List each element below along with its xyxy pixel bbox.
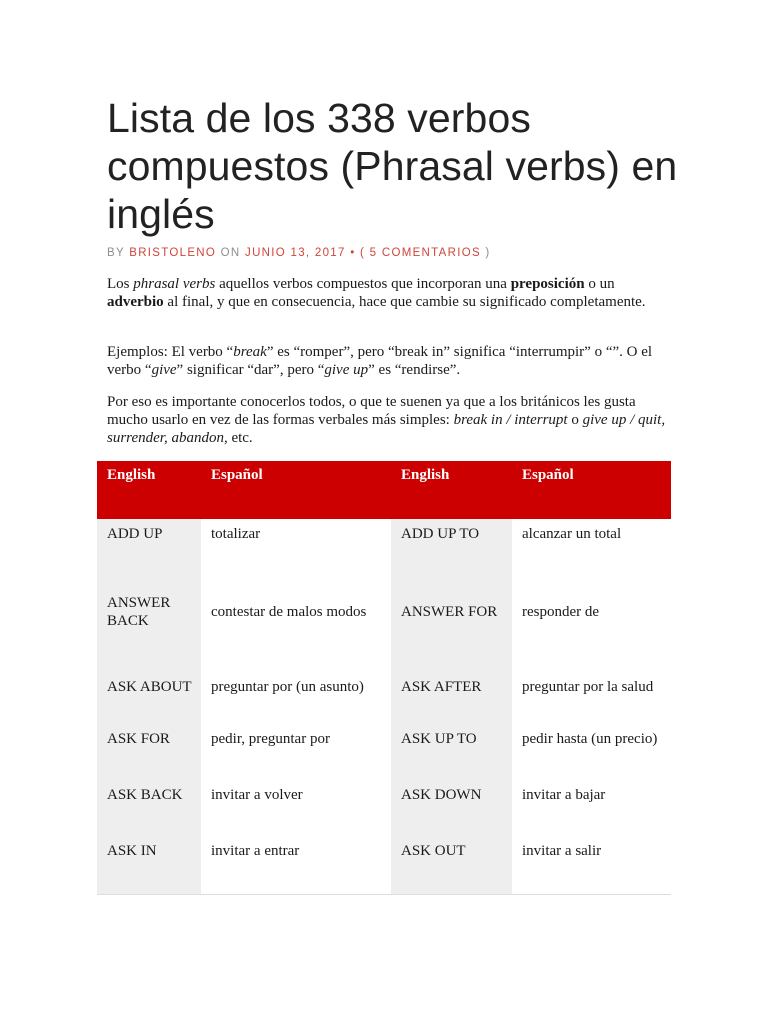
text-run-italic: give up / quit, surrender, abandon (107, 412, 666, 446)
english-cell: ANSWER BACK (97, 575, 201, 649)
text-run: ” es “rendirse”. (368, 362, 461, 378)
text-run: ” es “romper”, pero “break in” significa “interrumpir” o “”. O el verbo “ (107, 344, 653, 378)
spanish-cell: invitar a bajar (512, 780, 671, 836)
meta-paren-open: ( (360, 247, 366, 259)
spanish-cell: invitar a volver (201, 780, 391, 836)
meta-paren-close: ) (485, 247, 491, 259)
english-cell: ASK DOWN (391, 780, 512, 836)
importance-paragraph (107, 393, 667, 447)
spanish-cell: responder de (512, 575, 671, 649)
english-cell: ASK FOR (97, 724, 201, 780)
english-cell: ASK ABOUT (97, 649, 201, 724)
spanish-cell: preguntar por la salud (512, 649, 671, 724)
spanish-cell: contestar de malos modos (201, 575, 391, 649)
english-cell: ASK BACK (97, 780, 201, 836)
text-run: Ejemplos: El verbo “ (107, 344, 234, 360)
phrasal-verbs-table (97, 461, 671, 895)
text-run: o un (584, 276, 615, 292)
spanish-cell: preguntar por (un asunto) (201, 649, 391, 724)
spanish-cell: invitar a entrar (201, 836, 391, 894)
text-run-italic: break in / interrupt (453, 412, 568, 428)
english-cell: ADD UP TO (391, 519, 512, 575)
table-row (97, 519, 671, 575)
table-row (97, 780, 671, 836)
english-cell: ASK IN (97, 836, 201, 894)
header-english-1: English (97, 461, 201, 519)
spanish-cell: invitar a salir (512, 836, 671, 894)
english-cell: ANSWER FOR (391, 575, 512, 649)
english-cell: ASK AFTER (391, 649, 512, 724)
text-run: Por eso es importante conocerlos todos, o que te suenen ya que a los británicos les gusta mucho usarlo en vez de las formas verbales más simples: (107, 394, 636, 428)
header-english-2: English (391, 461, 512, 519)
text-run-italic: break (233, 344, 267, 360)
table-row (97, 575, 671, 649)
text-run-italic: give (151, 362, 177, 378)
text-run-italic: give up (324, 362, 369, 378)
english-cell: ASK UP TO (391, 724, 512, 780)
table-row (97, 724, 671, 780)
examples-paragraph (107, 343, 667, 379)
table-header-row (97, 461, 671, 519)
meta-bullet: • (350, 247, 356, 259)
comments-link[interactable]: 5 COMENTARIOS (369, 247, 481, 259)
text-run: Los (107, 276, 134, 292)
text-run-italic: phrasal verbs (133, 276, 216, 292)
date-link[interactable]: JUNIO 13, 2017 (245, 247, 346, 259)
text-run: ” significar “dar”, pero “ (176, 362, 325, 378)
text-run: o (567, 412, 583, 428)
text-run: al final, y que en consecuencia, hace que cambie su significado completamente. (163, 294, 646, 310)
spanish-cell: pedir, preguntar por (201, 724, 391, 780)
intro-paragraph (107, 275, 667, 311)
article-meta (107, 247, 491, 259)
text-run: , etc. (223, 430, 253, 446)
meta-on: ON (220, 247, 241, 259)
header-spanish-1: Español (201, 461, 391, 519)
author-link[interactable]: BRISTOLENO (129, 247, 217, 259)
spanish-cell: alcanzar un total (512, 519, 671, 575)
text-run: aquellos verbos compuestos que incorporan una (215, 276, 511, 292)
spanish-cell: pedir hasta (un precio) (512, 724, 671, 780)
table-row (97, 836, 671, 894)
header-spanish-2: Español (512, 461, 671, 519)
text-run-bold: adverbio (107, 294, 164, 310)
article-title: Lista de los 338 verbos compuestos (Phrasal verbs) en inglés (107, 95, 678, 237)
english-cell: ADD UP (97, 519, 201, 575)
spanish-cell: totalizar (201, 519, 391, 575)
table-row (97, 649, 671, 724)
meta-by: BY (107, 247, 125, 259)
english-cell: ASK OUT (391, 836, 512, 894)
text-run-bold: preposición (510, 276, 585, 292)
